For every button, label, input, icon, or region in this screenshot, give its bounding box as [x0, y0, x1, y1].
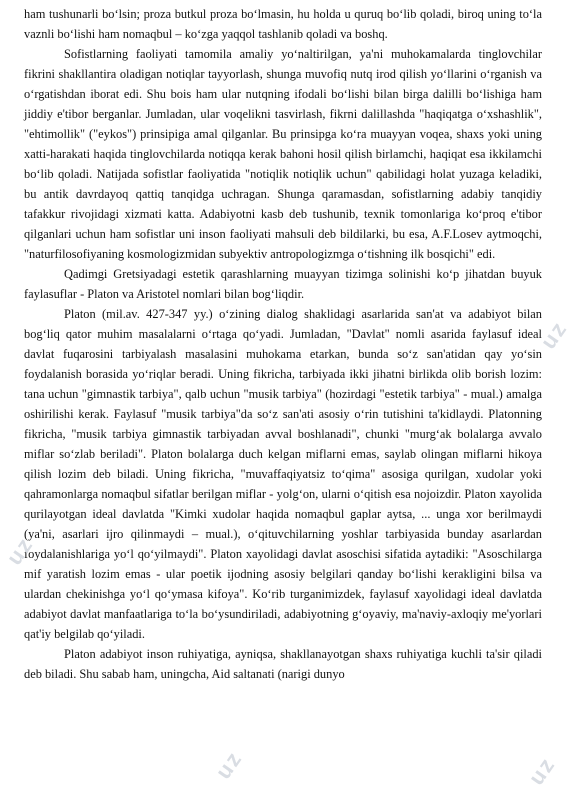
paragraph-1: ham tushunarli bo‘lsin; proza butkul proza bo‘lmasin, hu holda u quruq bo‘lib qoladi, biroq uning to‘la vaznli bo‘lishi ham nomaqbul – ko‘zga yaqqol tashlanib qoladi va boshq. [24, 7, 542, 41]
paragraph-5: Platon adabiyot inson ruhiyatiga, ayniqsa, shakllanayotgan shaxs ruhiyatiga kuchli ta'sir qiladi deb biladi. Shu sabab ham, uningcha, Aid saltanati (narigi dunyo [24, 647, 542, 681]
watermark: uz [535, 315, 573, 354]
watermark: uz [523, 751, 561, 790]
watermark: uz [1, 531, 39, 570]
watermark: uz [210, 745, 248, 784]
paragraph-4: Platon (mil.av. 427-347 yy.) o‘zining dialog shaklidagi asarlarida san'at va adabiyot bilan bog‘liq qator muhim masalalarni o‘rtaga qo‘yadi. Jumladan, "Davlat" nomli asarida faylasuf ideal davlat fuqarosini tarbiyalash masalasini muhokama etarkan, bunda so‘z san'atidan qay yo‘sin foydalanish borasida yo‘riqlar beradi. Uning fikricha, tarbiyada ikki jihatni birlikda olib borish lozim: tana uchun "gimnastik tarbiya", qalb uchun "musik tarbiya" (hozirdagi "estetik tarbiya" - mual.) amalga oshirilishi kerak. Faylasuf "musik tarbiya"da so‘z san'ati asosiy o‘rin tutishini ta'kidlaydi. Platonning fikricha, "musik tarbiya gimnastik tarbiyadan avval boshlanadi", chunki "murg‘ak bolalarga avvalo miflar so‘zlab beriladi". Platon bolalarga duch kelgan miflarni emas, saylab olingan miflarni hikoya qilish lozim deb biladi. Uning fikricha, "muvaffaqiyatsiz to‘qima" asosiga qurilgan, xudolar yoki qahramonlarga nomaqbul sifatlar berilgan miflar - yolg‘on, ularni o‘qitish esa nojoizdir. Platon xayolida qurilayotgan ideal davlatda "Kimki xudolar haqida nomaqbul gaplar aytsa, ... unga xor berilmaydi (ya'ni, asarlari ijro qilinmaydi – mual.), o‘qituvchilarning yoshlar tarbiyasida bunday asarlardan foydalanishlariga yo‘l qo‘yilmaydi". Platon xayolidagi davlat asoschisi sifatida aytadiki: "Asoschilarga mif yaratish lozim emas - ular poetik ijodning asosiy belgilari qanday bo‘lishi kerakligini bilsa va ulardan chekinishga yo‘l qo‘ymasa kifoya". Ko‘rib turganimizdek, faylasuf xayolidagi ideal davlatda adabiyot davlat manfaatlariga to‘la bo‘ysundiriladi, adabiyotning g‘oyaviy, ma'naviy-axloqiy me'yorlari qat'iy belgilab qo‘yiladi. [24, 307, 542, 641]
paragraph-2: Sofistlarning faoliyati tamomila amaliy yo‘naltirilgan, ya'ni muhokamalarda tinglovchilar fikrini shakllantira oladigan notiqlar tayyorlash, shunga muvofiq nutq irod qilish yo‘llarini o‘rganish va o‘rgatishdan iborat edi. Shu bois ham ular nutqning ifodali bo‘lishi bilan birga dalilli bo‘lishiga ham jiddiy e'tibor berganlar. Jumladan, ular voqelikni tasvirlash, fikrni dalillashda "haqiqatga o‘xshashlik", "ehtimollik" ("eykos") prinsipiga amal qilganlar. Bu prinsipga ko‘ra muayyan voqea, shaxs yoki uning xatti-harakati haqida tinglovchilarda notiqqa kerak bahoni hosil qilish birlamchi, haqiqat esa ikkilamchi bo‘lib qoladi. Natijada sofistlar faoliyatida "notiqlik notiqlik uchun" qabilidagi holat yuzaga keladiki, bu antik davrdayoq qattiq tanqidga uchragan. Shunga qaramasdan, sofistlarning adabiy tanqidiy tafakkur rivojidagi xizmati katta. Adabiyotni kasb deb tushunib, texnik tomonlariga ko‘proq e'tibor qilganlari uchun ham sofistlar uni inson faoliyati mahsuli deb bildilarki, bu esa, A.F.Losev aytmoqchi, "naturfilosofiyaning kosmologizmidan subyektiv antropologizmga o‘tishning ilk bosqichi" edi. [24, 47, 542, 261]
document-body [24, 4, 542, 684]
paragraph-3: Qadimgi Gretsiyadagi estetik qarashlarning muayyan tizimga solinishi ko‘p jihatdan buyuk faylasuflar - Platon va Aristotel nomlari bilan bog‘liqdir. [24, 267, 542, 301]
